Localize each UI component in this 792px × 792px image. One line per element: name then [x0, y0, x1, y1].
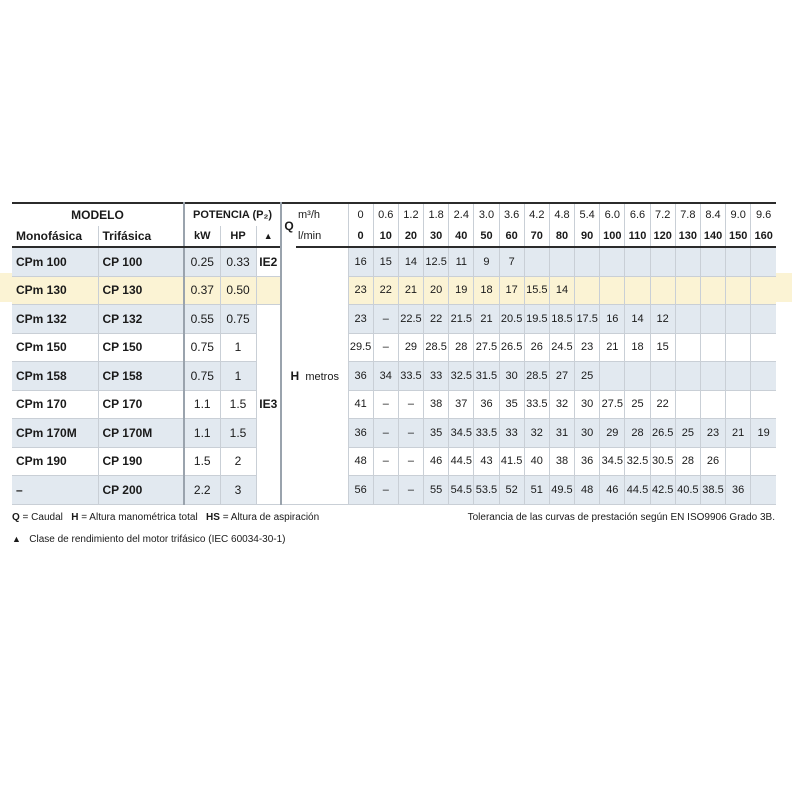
head-value-cell: 22: [650, 390, 675, 419]
head-value-cell: 29: [398, 333, 423, 362]
head-value-cell: 25: [575, 362, 600, 391]
table-row: [12, 419, 776, 448]
head-value-cell: 33.5: [474, 419, 499, 448]
q-lmin-cell: 80: [549, 226, 574, 247]
head-value-cell: [675, 333, 700, 362]
head-value-cell: 32: [524, 419, 549, 448]
q-m3h-cell: 4.8: [549, 203, 574, 226]
power-hp: 0.50: [220, 276, 256, 305]
head-value-cell: 34.5: [449, 419, 474, 448]
head-value-cell: 36: [575, 447, 600, 476]
q-m3h-cell: 9.6: [751, 203, 776, 226]
head-value-cell: [751, 390, 776, 419]
head-value-cell: 35: [499, 390, 524, 419]
header-m3h: m³/h: [298, 209, 321, 221]
head-value-cell: 25: [625, 390, 650, 419]
q-lmin-cell: 150: [726, 226, 751, 247]
head-value-cell: 38: [549, 447, 574, 476]
head-value-cell: 16: [348, 247, 373, 276]
head-value-cell: 33: [424, 362, 449, 391]
power-kw: 0.75: [184, 362, 220, 391]
head-value-cell: 29.5: [348, 333, 373, 362]
legend-h-text: = Altura manométrica total: [78, 512, 198, 523]
head-value-cell: [751, 305, 776, 334]
header-monofasica: Monofásica: [12, 226, 98, 247]
head-value-cell: 33: [499, 419, 524, 448]
head-value-cell: 15: [373, 247, 398, 276]
h-unit: metros: [305, 370, 339, 383]
table-row: [12, 476, 776, 505]
head-value-cell: –: [373, 419, 398, 448]
head-value-cell: 30: [575, 419, 600, 448]
head-value-cell: 36: [348, 419, 373, 448]
model-trifasica: CP 158: [98, 362, 184, 391]
head-value-cell: 22: [424, 305, 449, 334]
head-value-cell: 32: [549, 390, 574, 419]
header-class-triangle: ▲: [256, 226, 281, 247]
power-hp: 1.5: [220, 390, 256, 419]
model-monofasica: –: [12, 476, 98, 505]
q-lmin-cell: 100: [600, 226, 625, 247]
head-value-cell: 37: [449, 390, 474, 419]
head-value-cell: 44.5: [625, 476, 650, 505]
head-value-cell: 14: [625, 305, 650, 334]
table-row: [12, 276, 776, 305]
head-value-cell: 26.5: [499, 333, 524, 362]
head-value-cell: [726, 247, 751, 276]
head-value-cell: 18: [474, 276, 499, 305]
head-value-cell: [675, 247, 700, 276]
head-value-cell: 16: [600, 305, 625, 334]
power-kw: 0.75: [184, 333, 220, 362]
head-value-cell: [600, 362, 625, 391]
head-value-cell: [625, 276, 650, 305]
head-value-cell: [575, 247, 600, 276]
head-value-cell: 49.5: [549, 476, 574, 505]
model-trifasica: CP 132: [98, 305, 184, 334]
head-value-cell: 22.5: [398, 305, 423, 334]
model-monofasica: CPm 170M: [12, 419, 98, 448]
head-value-cell: 7: [499, 247, 524, 276]
head-value-cell: [751, 247, 776, 276]
power-kw: 1.1: [184, 390, 220, 419]
head-value-cell: [549, 247, 574, 276]
table-row: [12, 305, 776, 334]
q-m3h-cell: 6.0: [600, 203, 625, 226]
table-row: [12, 362, 776, 391]
power-hp: 0.33: [220, 247, 256, 276]
power-kw: 1.5: [184, 447, 220, 476]
head-value-cell: 40.5: [675, 476, 700, 505]
header-modelo: MODELO: [71, 208, 124, 222]
power-hp: 1.5: [220, 419, 256, 448]
model-trifasica: CP 200: [98, 476, 184, 505]
legend-hs-text: = Altura de aspiración: [219, 512, 320, 523]
model-trifasica: CP 150: [98, 333, 184, 362]
q-lmin-cell: 140: [700, 226, 725, 247]
q-m3h-cell: 1.2: [398, 203, 423, 226]
efficiency-class-empty: [256, 276, 281, 305]
q-m3h-cell: 3.0: [474, 203, 499, 226]
head-value-cell: 44.5: [449, 447, 474, 476]
q-m3h-cell: 8.4: [700, 203, 725, 226]
head-value-cell: [625, 247, 650, 276]
q-m3h-cell: 3.6: [499, 203, 524, 226]
head-value-cell: 27.5: [600, 390, 625, 419]
head-value-cell: 28: [675, 447, 700, 476]
head-value-cell: 31.5: [474, 362, 499, 391]
head-value-cell: [700, 390, 725, 419]
head-value-cell: 23: [575, 333, 600, 362]
q-m3h-cell: 1.8: [424, 203, 449, 226]
power-hp: 0.75: [220, 305, 256, 334]
legend-q-key: Q: [12, 512, 20, 523]
power-kw: 2.2: [184, 476, 220, 505]
head-value-cell: –: [373, 333, 398, 362]
head-value-cell: 48: [575, 476, 600, 505]
head-value-cell: 46: [424, 447, 449, 476]
model-trifasica: CP 130: [98, 276, 184, 305]
header-hp: HP: [220, 226, 256, 247]
head-value-cell: 42.5: [650, 476, 675, 505]
head-value-cell: 18.5: [549, 305, 574, 334]
head-value-cell: 21: [474, 305, 499, 334]
table-body: [12, 247, 776, 504]
head-value-cell: –: [398, 447, 423, 476]
q-m3h-cell: 6.6: [625, 203, 650, 226]
head-value-cell: 27: [549, 362, 574, 391]
head-value-cell: [650, 276, 675, 305]
q-lmin-cell: 20: [398, 226, 423, 247]
table-row: [12, 333, 776, 362]
legend-h-key: H: [71, 512, 79, 523]
head-value-cell: 21: [726, 419, 751, 448]
head-value-cell: 12: [650, 305, 675, 334]
q-m3h-cell: 7.8: [675, 203, 700, 226]
legend: [12, 512, 319, 523]
tolerance-note: Tolerancia de las curvas de prestación según EN ISO9906 Grado 3B.: [467, 512, 775, 523]
head-value-cell: –: [398, 419, 423, 448]
power-kw: 0.25: [184, 247, 220, 276]
head-value-cell: [650, 247, 675, 276]
head-value-cell: 40: [524, 447, 549, 476]
head-value-cell: [726, 276, 751, 305]
head-value-cell: 12.5: [424, 247, 449, 276]
head-value-cell: 32.5: [449, 362, 474, 391]
head-value-cell: 52: [499, 476, 524, 505]
head-value-cell: 18: [625, 333, 650, 362]
head-value-cell: [575, 276, 600, 305]
head-value-cell: 19: [449, 276, 474, 305]
head-value-cell: 26: [524, 333, 549, 362]
head-value-cell: 14: [549, 276, 574, 305]
head-value-cell: [751, 447, 776, 476]
head-value-cell: [625, 362, 650, 391]
power-hp: 3: [220, 476, 256, 505]
q-lmin-cell: 10: [373, 226, 398, 247]
head-value-cell: [675, 390, 700, 419]
head-value-cell: [751, 362, 776, 391]
q-lmin-cell: 160: [751, 226, 776, 247]
head-value-cell: 30: [499, 362, 524, 391]
motor-class-text: Clase de rendimiento del motor trifásico (IEC 60034-30-1): [29, 534, 286, 545]
q-lmin-cell: 0: [348, 226, 373, 247]
head-value-cell: 20: [424, 276, 449, 305]
head-value-cell: 23: [700, 419, 725, 448]
model-monofasica: CPm 158: [12, 362, 98, 391]
head-value-cell: 46: [600, 476, 625, 505]
head-value-cell: [700, 362, 725, 391]
q-lmin-cell: 70: [524, 226, 549, 247]
head-value-cell: [751, 333, 776, 362]
header-kw: kW: [184, 226, 220, 247]
head-value-cell: 41.5: [499, 447, 524, 476]
head-value-cell: [726, 362, 751, 391]
head-value-cell: 25: [675, 419, 700, 448]
efficiency-class-ie2: IE2: [256, 247, 281, 276]
head-value-cell: 28: [625, 419, 650, 448]
head-value-cell: [675, 276, 700, 305]
motor-class-note: [12, 534, 286, 545]
table-row: [12, 247, 776, 276]
q-m3h-cell: 0: [348, 203, 373, 226]
table-row: [12, 447, 776, 476]
head-value-cell: 17: [499, 276, 524, 305]
head-value-cell: 21: [600, 333, 625, 362]
head-value-cell: 23: [348, 276, 373, 305]
head-value-cell: 21.5: [449, 305, 474, 334]
q-lmin-cell: 110: [625, 226, 650, 247]
q-lmin-cell: 40: [449, 226, 474, 247]
model-monofasica: CPm 100: [12, 247, 98, 276]
head-value-cell: 9: [474, 247, 499, 276]
q-lmin-cell: 120: [650, 226, 675, 247]
head-value-cell: 35: [424, 419, 449, 448]
head-value-cell: 48: [348, 447, 373, 476]
head-value-cell: 29: [600, 419, 625, 448]
model-monofasica: CPm 150: [12, 333, 98, 362]
head-value-cell: [524, 247, 549, 276]
model-monofasica: CPm 130: [12, 276, 98, 305]
head-value-cell: [700, 247, 725, 276]
q-lmin-cell: 30: [424, 226, 449, 247]
head-value-cell: 28.5: [424, 333, 449, 362]
q-lmin-cell: 130: [675, 226, 700, 247]
header-lmin: l/min: [296, 226, 348, 247]
head-column: [281, 247, 348, 504]
head-value-cell: 56: [348, 476, 373, 505]
head-value-cell: –: [373, 447, 398, 476]
efficiency-class-ie3: IE3: [256, 305, 281, 505]
head-value-cell: 14: [398, 247, 423, 276]
head-value-cell: 38.5: [700, 476, 725, 505]
header-q: Q: [281, 203, 296, 247]
head-value-cell: 15: [650, 333, 675, 362]
head-value-cell: 54.5: [449, 476, 474, 505]
q-lmin-cell: 60: [499, 226, 524, 247]
h-label: H: [290, 368, 300, 383]
power-kw: 0.37: [184, 276, 220, 305]
legend-hs-key: HS: [206, 512, 220, 523]
head-value-cell: [675, 362, 700, 391]
model-trifasica: CP 170: [98, 390, 184, 419]
legend-q-text: = Caudal: [19, 512, 63, 523]
head-value-cell: [726, 390, 751, 419]
head-value-cell: 28: [449, 333, 474, 362]
head-value-cell: 36: [348, 362, 373, 391]
head-value-cell: 34.5: [600, 447, 625, 476]
power-kw: 1.1: [184, 419, 220, 448]
head-value-cell: 36: [474, 390, 499, 419]
model-trifasica: CP 100: [98, 247, 184, 276]
head-value-cell: 51: [524, 476, 549, 505]
head-value-cell: 21: [398, 276, 423, 305]
head-value-cell: 15.5: [524, 276, 549, 305]
power-hp: 2: [220, 447, 256, 476]
head-value-cell: 55: [424, 476, 449, 505]
header-trifasica: Trifásica: [98, 226, 184, 247]
q-m3h-cell: 5.4: [575, 203, 600, 226]
power-hp: 1: [220, 362, 256, 391]
head-value-cell: [700, 276, 725, 305]
head-value-cell: 23: [348, 305, 373, 334]
header-potencia: POTENCIA (P₂): [184, 203, 281, 226]
head-value-cell: [726, 333, 751, 362]
head-value-cell: –: [373, 390, 398, 419]
model-monofasica: CPm 132: [12, 305, 98, 334]
head-value-cell: 36: [726, 476, 751, 505]
q-m3h-cell: 4.2: [524, 203, 549, 226]
head-value-cell: 33.5: [524, 390, 549, 419]
triangle-icon: ▲: [12, 534, 21, 544]
head-value-cell: 32.5: [625, 447, 650, 476]
head-value-cell: 30.5: [650, 447, 675, 476]
q-m3h-cell: 0.6: [373, 203, 398, 226]
head-value-cell: 19: [751, 419, 776, 448]
head-value-cell: 28.5: [524, 362, 549, 391]
power-hp: 1: [220, 333, 256, 362]
head-value-cell: [675, 305, 700, 334]
head-value-cell: 11: [449, 247, 474, 276]
model-monofasica: CPm 170: [12, 390, 98, 419]
head-value-cell: –: [373, 305, 398, 334]
head-value-cell: [751, 476, 776, 505]
q-m3h-cell: 7.2: [650, 203, 675, 226]
head-value-cell: 24.5: [549, 333, 574, 362]
head-value-cell: [600, 247, 625, 276]
head-value-cell: [700, 305, 725, 334]
table-row: [12, 390, 776, 419]
head-value-cell: 30: [575, 390, 600, 419]
head-value-cell: [751, 276, 776, 305]
q-m3h-cell: 2.4: [449, 203, 474, 226]
head-value-cell: 53.5: [474, 476, 499, 505]
head-value-cell: –: [398, 476, 423, 505]
head-value-cell: [600, 276, 625, 305]
model-trifasica: CP 190: [98, 447, 184, 476]
head-value-cell: [650, 362, 675, 391]
performance-table: [12, 202, 776, 505]
head-value-cell: 20.5: [499, 305, 524, 334]
model-monofasica: CPm 190: [12, 447, 98, 476]
head-value-cell: 26: [700, 447, 725, 476]
head-value-cell: 34: [373, 362, 398, 391]
head-value-cell: 41: [348, 390, 373, 419]
power-kw: 0.55: [184, 305, 220, 334]
head-value-cell: –: [373, 476, 398, 505]
head-value-cell: 31: [549, 419, 574, 448]
head-value-cell: [726, 447, 751, 476]
head-value-cell: [726, 305, 751, 334]
head-value-cell: 17.5: [575, 305, 600, 334]
head-value-cell: 19.5: [524, 305, 549, 334]
q-lmin-cell: 90: [575, 226, 600, 247]
head-value-cell: –: [398, 390, 423, 419]
q-m3h-cell: 9.0: [726, 203, 751, 226]
head-value-cell: 33.5: [398, 362, 423, 391]
head-value-cell: 38: [424, 390, 449, 419]
model-trifasica: CP 170M: [98, 419, 184, 448]
q-lmin-cell: 50: [474, 226, 499, 247]
head-value-cell: 26.5: [650, 419, 675, 448]
head-value-cell: 22: [373, 276, 398, 305]
head-value-cell: 27.5: [474, 333, 499, 362]
head-value-cell: 43: [474, 447, 499, 476]
head-value-cell: [700, 333, 725, 362]
